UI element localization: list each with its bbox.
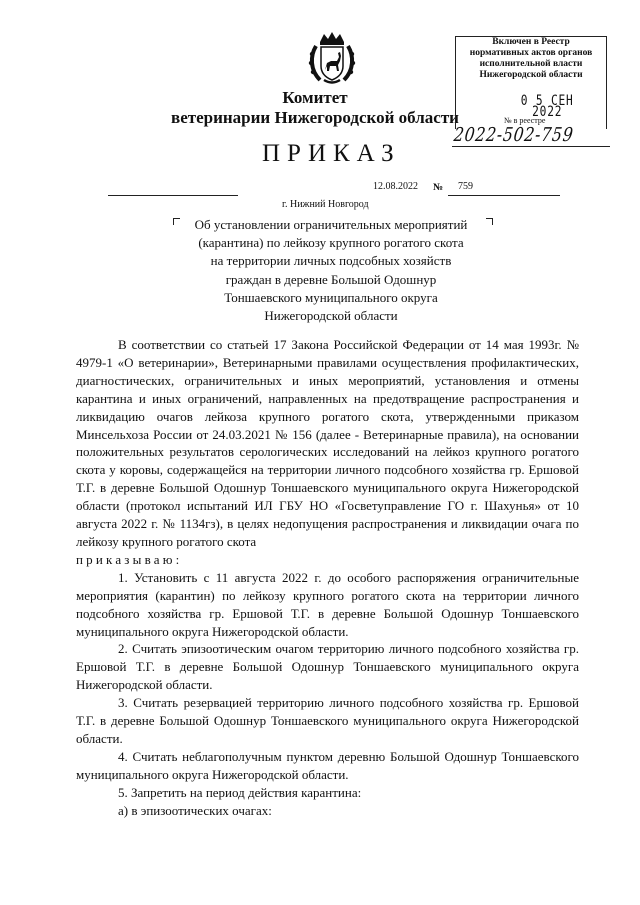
order-number: 759 bbox=[458, 181, 473, 192]
coat-of-arms-icon bbox=[306, 30, 358, 86]
order-item: 1. Установить с 11 августа 2022 г. до особого распоряжения ограничительные мероприятия (карантин) по лейкозу крупного рогатого скота на территории личного подсобного хозяйства гр. Ершовой Т.Г. в деревне Большой Одошнур Тоншаевского муниципального округа Нижегородской области. bbox=[76, 569, 579, 639]
heading-line: на территории личных подсобных хозяйств bbox=[210, 253, 452, 269]
stamp-line: Включен в Реестр bbox=[492, 37, 570, 47]
heading-line: Нижегородской области bbox=[264, 308, 398, 324]
document-type-title: ПРИКАЗ bbox=[262, 140, 401, 167]
stamp-date: 0 5 СЕН 2022 bbox=[520, 93, 574, 120]
organization-name bbox=[150, 88, 480, 128]
registry-stamp bbox=[455, 36, 607, 129]
order-item: а) в эпизоотических очагах: bbox=[118, 802, 272, 818]
date-rule-left bbox=[108, 195, 238, 196]
organization-line-2: ветеринарии Нижегородской области bbox=[171, 108, 459, 127]
order-item: 2. Считать эпизоотическим очагом территорию личного подсобного хозяйства гр. Ершовой Т.Г. в деревне Большой Одошнур Тоншаевского муниципального округа Нижегородской области. bbox=[76, 641, 579, 693]
order-item: 4. Считать неблагополучным пунктом деревню Большой Одошнур Тоншаевского муниципального округа Нижегородской области. bbox=[76, 748, 579, 782]
heading-line: Тоншаевского муниципального округа bbox=[224, 289, 438, 305]
preamble-paragraph: В соответствии со статьей 17 Закона Российской Федерации от 14 мая 1993г. № 4979-1 «О ветеринарии», Ветеринарными правилами осуществления профилактических, диагностических, ограничительных и иных мероприятий, установления и отмены карантина и иных ограничений, направленных на предотвращение распространения и ликвидацию очагов лейкоза крупного рогатого скота, утвержденными приказом Минсельхоза России от 24.03.2021 № 156 (далее - Ветеринарные правила), на основании положительных результатов серологических исследований на лейкоз крупного рогатого скота у коровы, содержащейся на территории личного подсобного хозяйства гр. Ершовой Т.Г. в деревне Большой Одошнур Тоншаевского муниципального округа Нижегородской области (протокол испытаний ИЛ ГБУ НО «Госветуправление ГО г. Шахунья» от 10 августа 2022 г. № 1134гз), в целях недопущения распространения и ликвидации очага по лейкозу крупного рогатого скота bbox=[76, 337, 579, 549]
stamp-line: исполнительной власти bbox=[479, 59, 583, 69]
stamp-line: Нижегородской области bbox=[479, 70, 583, 80]
stamp-registry-label: № в реестре bbox=[504, 116, 546, 125]
order-heading bbox=[170, 216, 492, 325]
stamp-line: нормативных актов органов bbox=[469, 48, 593, 58]
order-date: 12.08.2022 bbox=[373, 181, 418, 192]
heading-line: Об установлении ограничительных мероприятий bbox=[194, 217, 468, 232]
number-rule-right bbox=[448, 195, 560, 196]
number-sign: № bbox=[433, 182, 444, 193]
order-item: 5. Запретить на период действия карантина: bbox=[118, 784, 362, 800]
heading-line: граждан в деревне Большой Одошнур bbox=[225, 271, 437, 287]
heading-line: (карантина) по лейкозу крупного рогатого скота bbox=[198, 235, 464, 251]
orders-word: приказываю: bbox=[76, 551, 183, 567]
stamp-underline bbox=[452, 146, 610, 147]
organization-line-1: Комитет bbox=[282, 88, 348, 107]
order-body bbox=[76, 336, 579, 819]
order-item: 3. Считать резервацией территорию личного подсобного хозяйства гр. Ершовой Т.Г. в деревне Большой Одошнур Тоншаевского муниципального округа Нижегородской области. bbox=[76, 695, 579, 746]
city: г. Нижний Новгород bbox=[282, 199, 369, 210]
registry-number-handwritten: 2022-502-759 bbox=[452, 124, 575, 146]
